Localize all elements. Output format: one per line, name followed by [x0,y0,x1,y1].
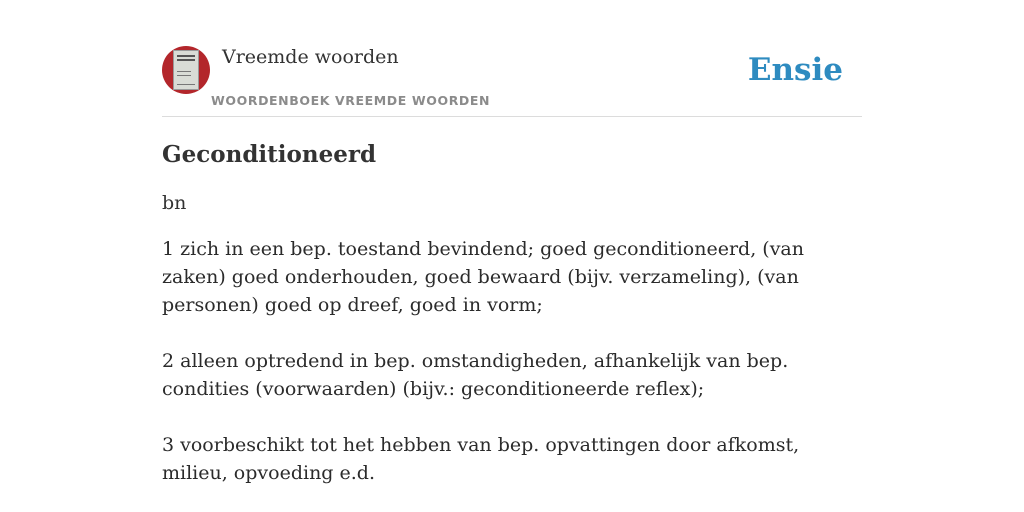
book-cover-image [173,50,199,90]
ensie-logo[interactable]: Ensie [747,52,843,88]
definition-1: 1 zich in een bep. toestand bevindend; goed geconditioneerd, (van zaken) goed onderhouden, goed bewaard (bijv. verzameling), (van personen) goed op dreef, goed in vorm; [162,238,804,316]
site-header [162,44,862,117]
definition-3: 3 voorbeschikt tot het hebben van bep. opvattingen door afkomst, milieu, opvoeding e.d. [162,434,800,484]
dictionary-cover-icon[interactable] [162,46,210,94]
definition-2: 2 alleen optredend in bep. omstandigheden, afhankelijk van bep. condities (voorwaarden) (bijv.: geconditioneerde reflex); [162,350,789,400]
part-of-speech: bn [162,192,187,214]
entry-term: Geconditioneerd [162,141,377,168]
source-subtitle: WOORDENBOEK VREEMDE WOORDEN [211,93,491,108]
entry-content [162,138,862,487]
source-title[interactable]: Vreemde woorden [222,46,399,68]
